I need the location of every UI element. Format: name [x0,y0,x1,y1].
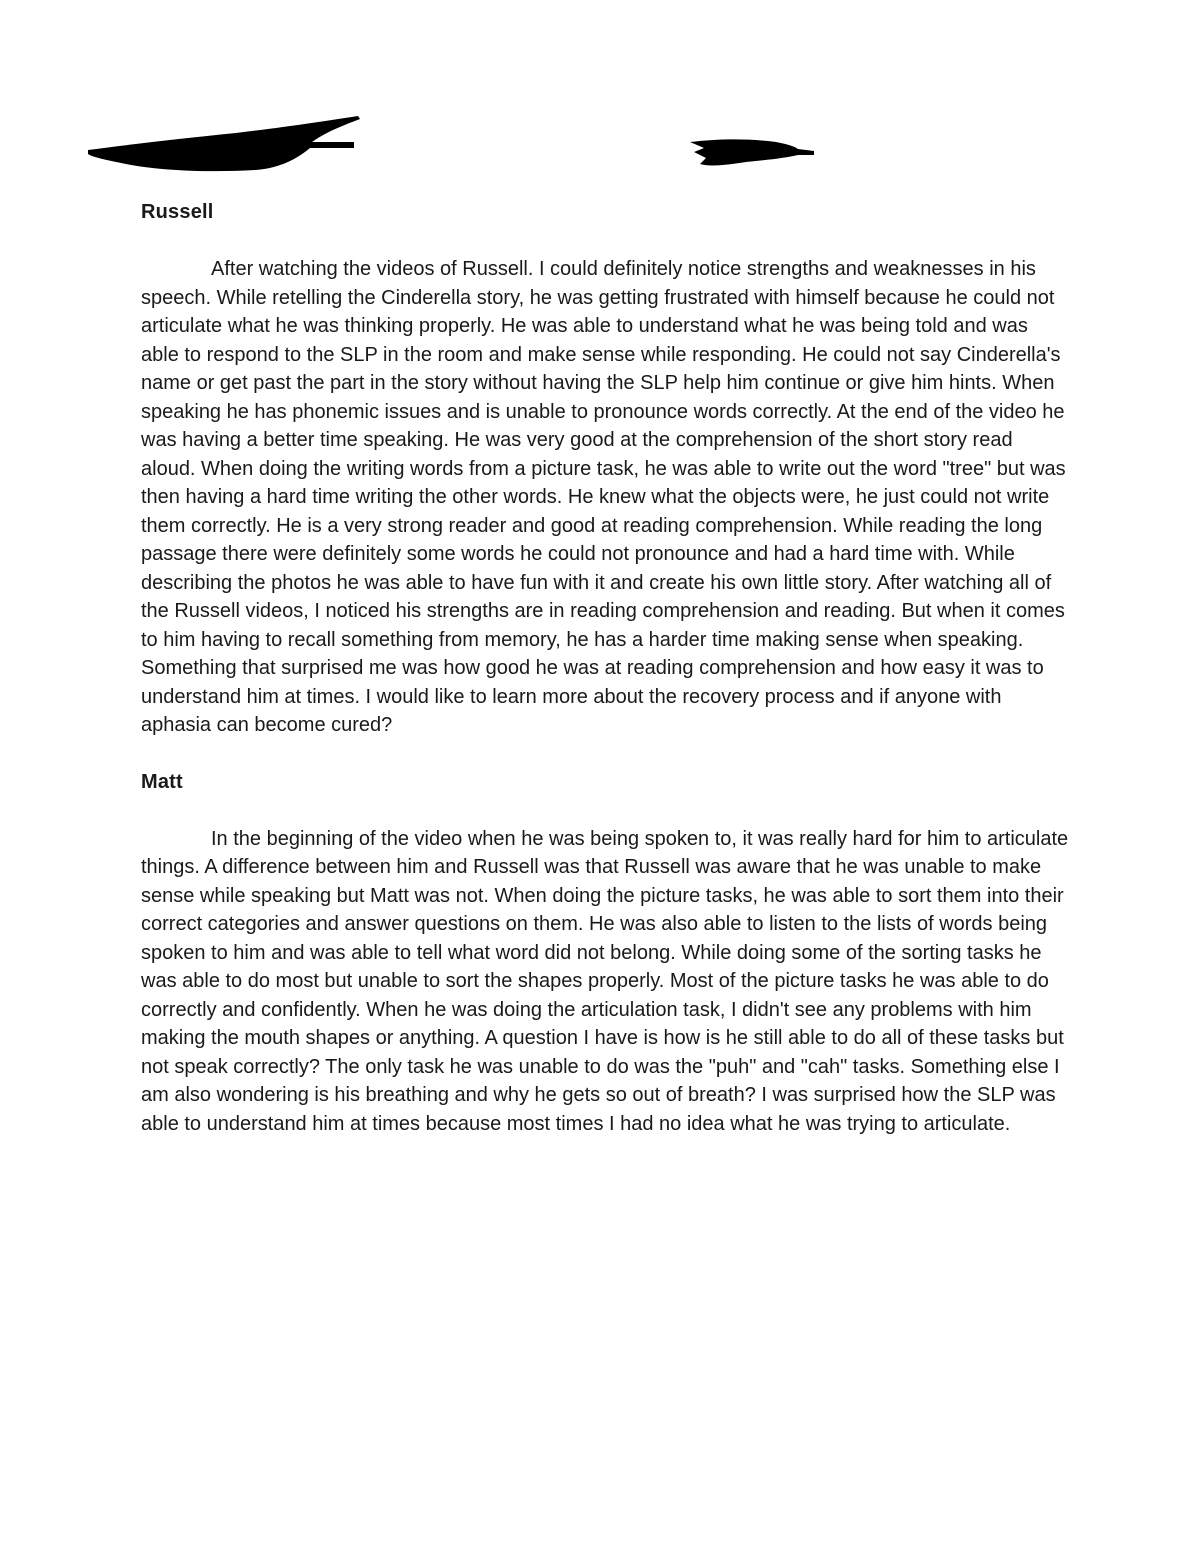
section-paragraph: After watching the videos of Russell. I could definitely notice strengths and weaknesses in his speech. While retelling the Cinderella story, he was getting frustrated with himself because he could not articulate what he was thinking properly. He was able to understand what he was being told and was able to respond to the SLP in the room and make sense while responding. He could not say Cinderella's name or get past the part in the story without having the SLP help him continue or give him hints. When speaking he has phonemic issues and is unable to pronounce words correctly. At the end of the video he was having a better time speaking. He was very good at the comprehension of the short story read aloud. When doing the writing words from a picture task, he was able to write out the word "tree" but was then having a hard time writing the other words. He knew what the objects were, he just could not write them correctly. He is a very strong reader and good at reading comprehension. While reading the long passage there were definitely some words he could not pronounce and had a hard time with. While describing the photos he was able to have fun with it and create his own little story. After watching all of the Russell videos, I noticed his strengths are in reading comprehension and reading. But when it comes to him having to recall something from memory, he has a harder time making sense when speaking. Something that surprised me was how good he was at reading comprehension and how easy it was to understand him at times. I would like to learn more about the recovery process and if anyone with aphasia can become cured? [141,258,1066,736]
section-paragraph: In the beginning of the video when he was being spoken to, it was really hard for him to articulate things. A difference between him and Russell was that Russell was aware that he was unable to make sense while speaking but Matt was not. When doing the picture tasks, he was able to sort them into their correct categories and answer questions on them. He was also able to listen to the lists of words being spoken to him and was able to tell what word did not belong. While doing some of the sorting tasks he was able to do most but unable to sort the shapes properly. Most of the picture tasks he was able to do correctly and confidently. When he was doing the articulation task, I didn't see any problems with him making the mouth shapes or anything. A question I have is how is he still able to do all of these tasks but not speak correctly? The only task he was unable to do was the "puh" and "cah" tasks. Something else I am also wondering is his breathing and why he gets so out of breath? I was surprised how the SLP was able to understand him at times because most times I had no idea what he was trying to articulate. [141,827,1069,1135]
redaction-mark-name [86,112,362,176]
redaction-mark-date [686,136,816,170]
section-heading: Matt [141,770,183,793]
section-russell [141,198,1071,740]
section-matt [141,768,1071,1139]
document-content [141,198,1071,1138]
section-heading: Russell [141,201,214,223]
